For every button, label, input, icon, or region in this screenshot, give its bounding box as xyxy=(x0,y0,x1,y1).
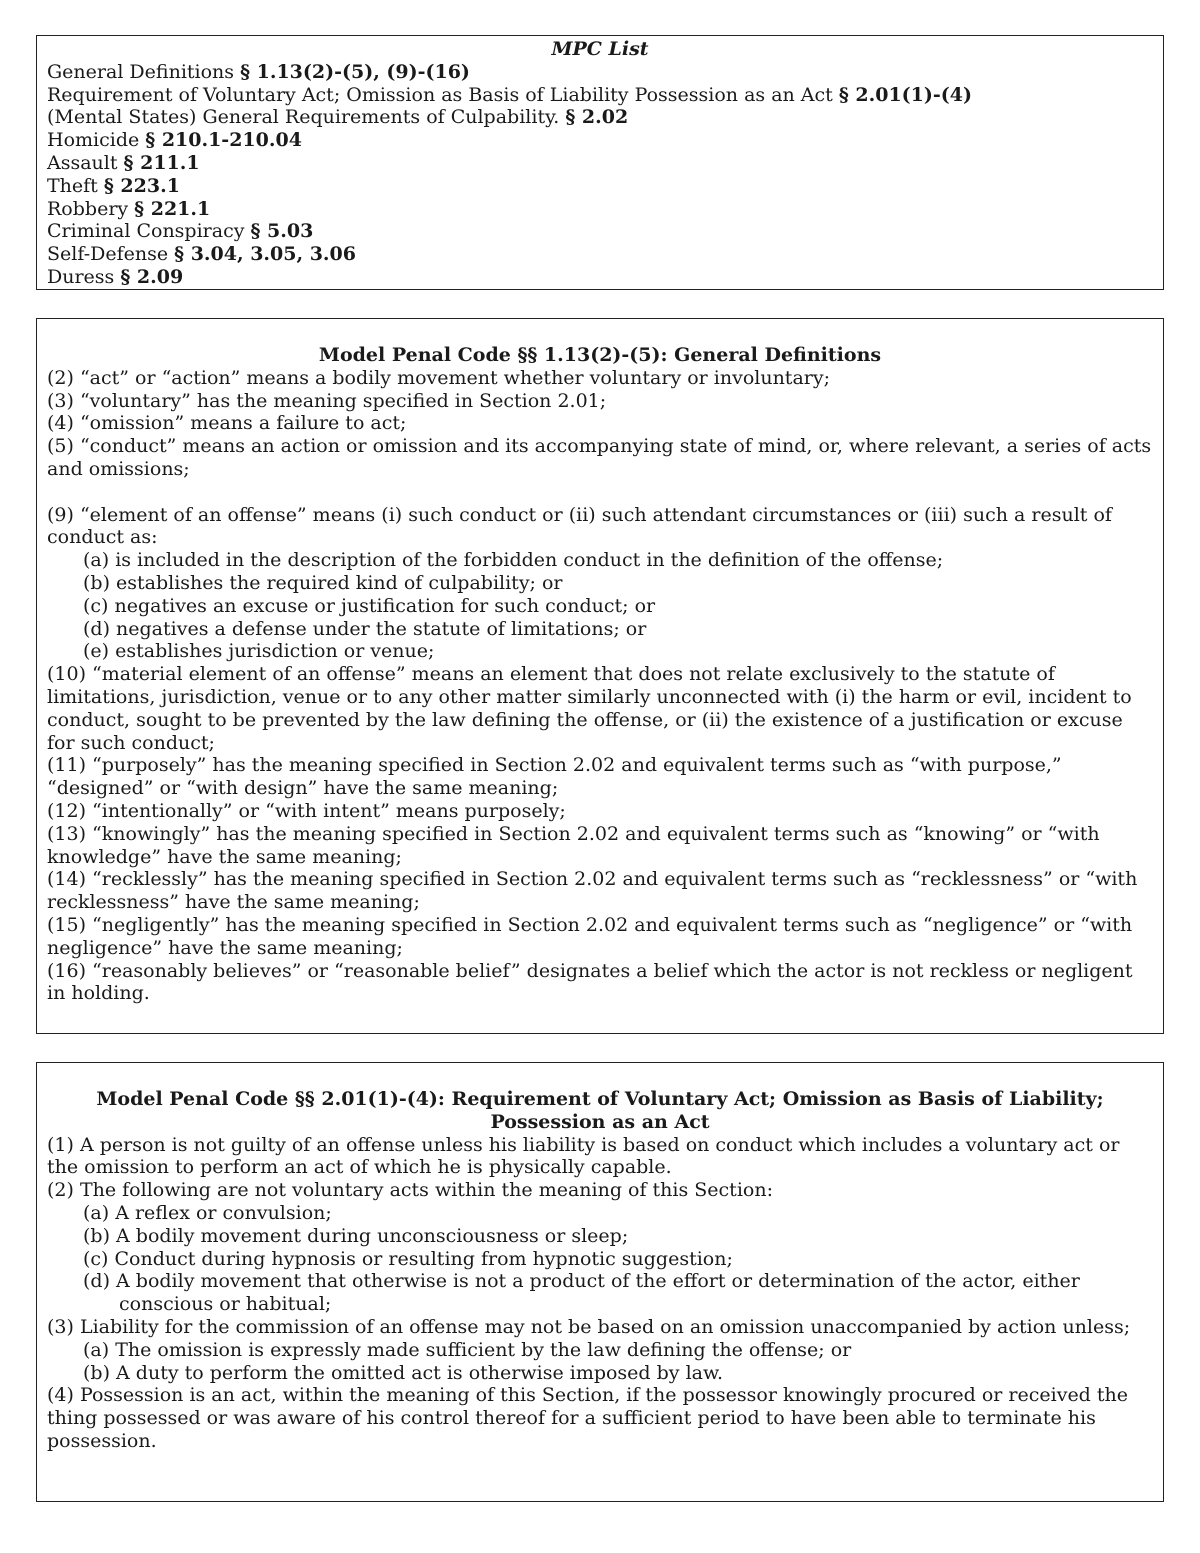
definition-paragraph: (10) “material element of an offense” means an element that does not relate exclusively to the statute of limitations, jurisdiction, venue or to any other matter similarly unconnected with (i) the harm or evil, incident to conduct, sought to be prevented by the law defining the offense, or (ii) the existence of a justification or excuse for such conduct; xyxy=(47,663,1132,754)
mpc-list-box xyxy=(36,35,1164,290)
mpc-list-item: Criminal Conspiracy § 5.03 xyxy=(47,220,314,243)
general-definitions-box xyxy=(36,318,1164,1034)
statute-subitem: (b) A duty to perform the omitted act is otherwise imposed by law. xyxy=(83,1361,724,1384)
definition-paragraph: (3) “voluntary” has the meaning specified in Section 2.01; xyxy=(47,389,607,412)
statute-paragraph: (2) The following are not voluntary acts within the meaning of this Section: xyxy=(47,1179,773,1202)
statute-paragraph: (1) A person is not guilty of an offense unless his liability is based on conduct which includes a voluntary act or the omission to perform an act of which he is physically capable. xyxy=(47,1133,1120,1179)
definition-paragraph: (2) “act” or “action” means a bodily movement whether voluntary or involuntary; xyxy=(47,366,830,389)
statute-paragraph: (3) Liability for the commission of an offense may not be based on an omission unaccompanied by action unless; xyxy=(47,1315,1131,1338)
spacer xyxy=(47,481,1153,504)
mpc-list-item: Theft § 223.1 xyxy=(47,174,180,197)
definition-subitem: (c) negatives an excuse or justification for such conduct; or xyxy=(83,594,656,617)
definition-subitem: (e) establishes jurisdiction or venue; xyxy=(83,640,435,663)
definition-paragraph: (12) “intentionally” or “with intent” means purposely; xyxy=(47,799,566,822)
definition-subitem: (d) negatives a defense under the statute of limitations; or xyxy=(83,617,647,640)
mpc-list-item: Robbery § 221.1 xyxy=(47,197,211,220)
statute-paragraph: (4) Possession is an act, within the meaning of this Section, if the possessor knowingly procured or received the thing possessed or was aware of his control thereof for a sufficient period to have been able to terminate his possession. xyxy=(47,1384,1129,1452)
definition-subitem: (a) is included in the description of the forbidden conduct in the definition of the offense; xyxy=(83,549,944,572)
definition-paragraph: (16) “reasonably believes” or “reasonable belief” designates a belief which the actor is not reckless or negligent in holding. xyxy=(47,959,1133,1005)
mpc-list-item: Self-Defense § 3.04, 3.05, 3.06 xyxy=(47,243,356,266)
mpc-list-item: Duress § 2.09 xyxy=(47,265,184,288)
statute-subitem: (d) A bodily movement that otherwise is not a product of the effort or determination of the actor, either conscious or habitual; xyxy=(83,1270,1080,1316)
definition-paragraph: (13) “knowingly” has the meaning specified in Section 2.02 and equivalent terms such as “knowing” or “with knowledge” have the same meaning; xyxy=(47,822,1100,868)
section-title: Model Penal Code §§ 1.13(2)-(5): General Definitions xyxy=(318,344,882,366)
mpc-list-item: Requirement of Voluntary Act; Omission as Basis of Liability Possession as an Act § 2.01(1)-(4) xyxy=(47,83,972,106)
definition-subitem: (b) establishes the required kind of culpability; or xyxy=(83,571,563,594)
definition-paragraph: (4) “omission” means a failure to act; xyxy=(47,412,407,435)
voluntary-act-box xyxy=(36,1062,1164,1502)
definition-paragraph: (5) “conduct” means an action or omission and its accompanying state of mind, or, where relevant, a series of acts and omissions; xyxy=(47,435,1152,480)
mpc-list-item: Homicide § 210.1-210.04 xyxy=(47,129,302,152)
definition-paragraph: (14) “recklessly” has the meaning specified in Section 2.02 and equivalent terms such as “recklessness” or “with recklessness” have the same meaning; xyxy=(47,868,1138,914)
statute-subitem: (a) A reflex or convulsion; xyxy=(83,1201,332,1224)
definition-paragraph: (11) “purposely” has the meaning specified in Section 2.02 and equivalent terms such as “with purpose,” “designed” or “with design” have the same meaning; xyxy=(47,754,1062,800)
definition-paragraph: (9) “element of an offense” means (i) such conduct or (ii) such attendant circumstances or (iii) such a result of conduct as: xyxy=(47,503,1112,549)
mpc-list-item: Assault § 211.1 xyxy=(47,151,200,174)
statute-subitem: (a) The omission is expressly made sufficient by the law defining the offense; or xyxy=(83,1338,852,1361)
statute-subitem: (b) A bodily movement during unconsciousness or sleep; xyxy=(83,1224,629,1247)
mpc-list-title: MPC List xyxy=(551,38,649,60)
statute-subitem: (c) Conduct during hypnosis or resulting from hypnotic suggestion; xyxy=(83,1247,733,1270)
section-title: Model Penal Code §§ 2.01(1)-(4): Requirement of Voluntary Act; Omission as Basis of Liability; Possession as an Act xyxy=(96,1088,1104,1133)
mpc-list-item: General Definitions § 1.13(2)-(5), (9)-(16) xyxy=(47,60,470,83)
mpc-list-item: (Mental States) General Requirements of Culpability. § 2.02 xyxy=(47,106,629,129)
definition-paragraph: (15) “negligently” has the meaning specified in Section 2.02 and equivalent terms such as “negligence” or “with negligence” have the same meaning; xyxy=(47,913,1133,959)
